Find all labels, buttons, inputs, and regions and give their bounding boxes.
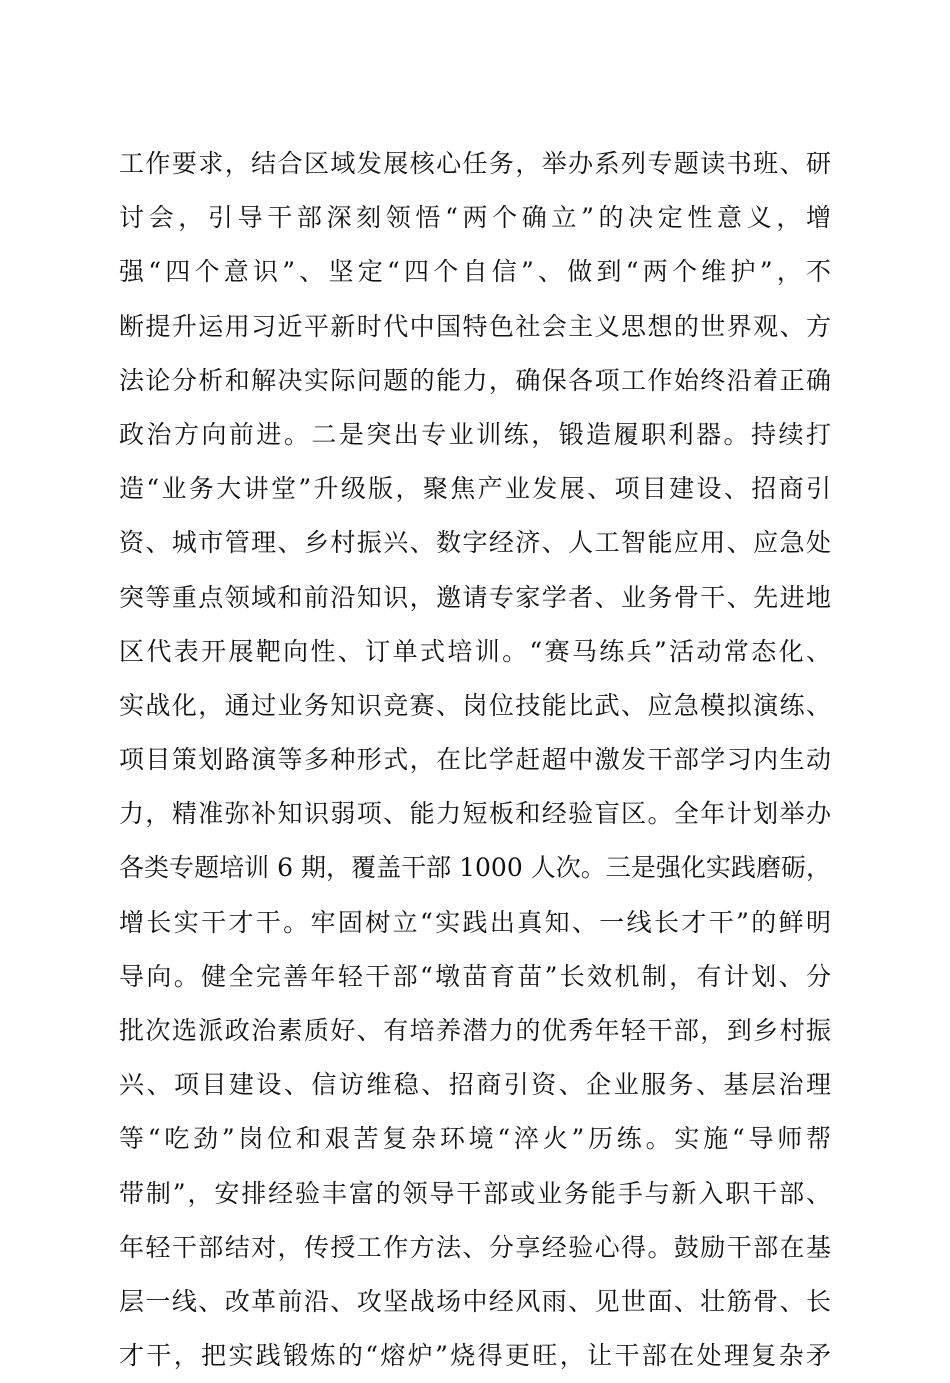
text-line-22: 层一线、改革前沿、攻坚战场中经风雨、见世面、壮筋骨、长 (119, 1286, 831, 1316)
text-line-6: 政治方向前进。二是突出专业训练，锻造履职利器。持续打 (119, 419, 831, 449)
text-line-19: 等“吃劲”岗位和艰苦复杂环境“淬火”历练。实施“导师帮 (119, 1124, 831, 1154)
text-line-10: 区代表开展靶向性、订单式培训。“赛马练兵”活动常态化、 (119, 636, 831, 666)
text-line-3: 强“四个意识”、坚定“四个自信”、做到“两个维护”，不 (119, 257, 831, 287)
text-line-7: 造“业务大讲堂”升级版，聚焦产业发展、项目建设、招商引 (119, 474, 831, 504)
text-line-17: 批次选派政治素质好、有培养潜力的优秀年轻干部，到乡村振 (119, 1016, 831, 1045)
text-line-5: 法论分析和解决实际问题的能力，确保各项工作始终沿着正确 (119, 365, 831, 395)
text-line-11: 实战化，通过业务知识竞赛、岗位技能比武、应急模拟演练、 (119, 690, 831, 720)
body-paragraph (119, 137, 831, 1383)
text-line-15: 增长实干才干。牢固树立“实践出真知、一线长才干”的鲜明 (119, 907, 831, 937)
text-line-20: 带制”，安排经验丰富的领导干部或业务能手与新入职干部、 (119, 1178, 831, 1208)
text-line-18: 兴、项目建设、信访维稳、招商引资、企业服务、基层治理 (119, 1070, 831, 1100)
text-line-9: 突等重点领域和前沿知识，邀请专家学者、业务骨干、先进地 (119, 582, 831, 612)
text-line-2: 讨会，引导干部深刻领悟“两个确立”的决定性意义，增 (119, 203, 831, 233)
text-line-16: 导向。健全完善年轻干部“墩苗育苗”长效机制，有计划、分 (119, 961, 831, 991)
text-line-8: 资、城市管理、乡村振兴、数字经济、人工智能应用、应急处 (119, 528, 831, 558)
text-line-23: 才干，把实践锻炼的“熔炉”烧得更旺，让干部在处理复杂矛 (119, 1341, 831, 1371)
text-line-12: 项目策划路演等多种形式，在比学赶超中激发干部学习内生动 (119, 745, 831, 775)
text-line-21: 年轻干部结对，传授工作方法、分享经验心得。鼓励干部在基 (119, 1232, 831, 1262)
text-line-13: 力，精准弥补知识弱项、能力短板和经验盲区。全年计划举办 (119, 799, 831, 829)
text-line-14: 各类专题培训 6 期，覆盖干部 1000 人次。三是强化实践磨砺， (119, 853, 831, 883)
text-line-4: 断提升运用习近平新时代中国特色社会主义思想的世界观、方 (119, 311, 831, 341)
text-line-1: 工作要求，结合区域发展核心任务，举办系列专题读书班、研 (119, 149, 831, 178)
